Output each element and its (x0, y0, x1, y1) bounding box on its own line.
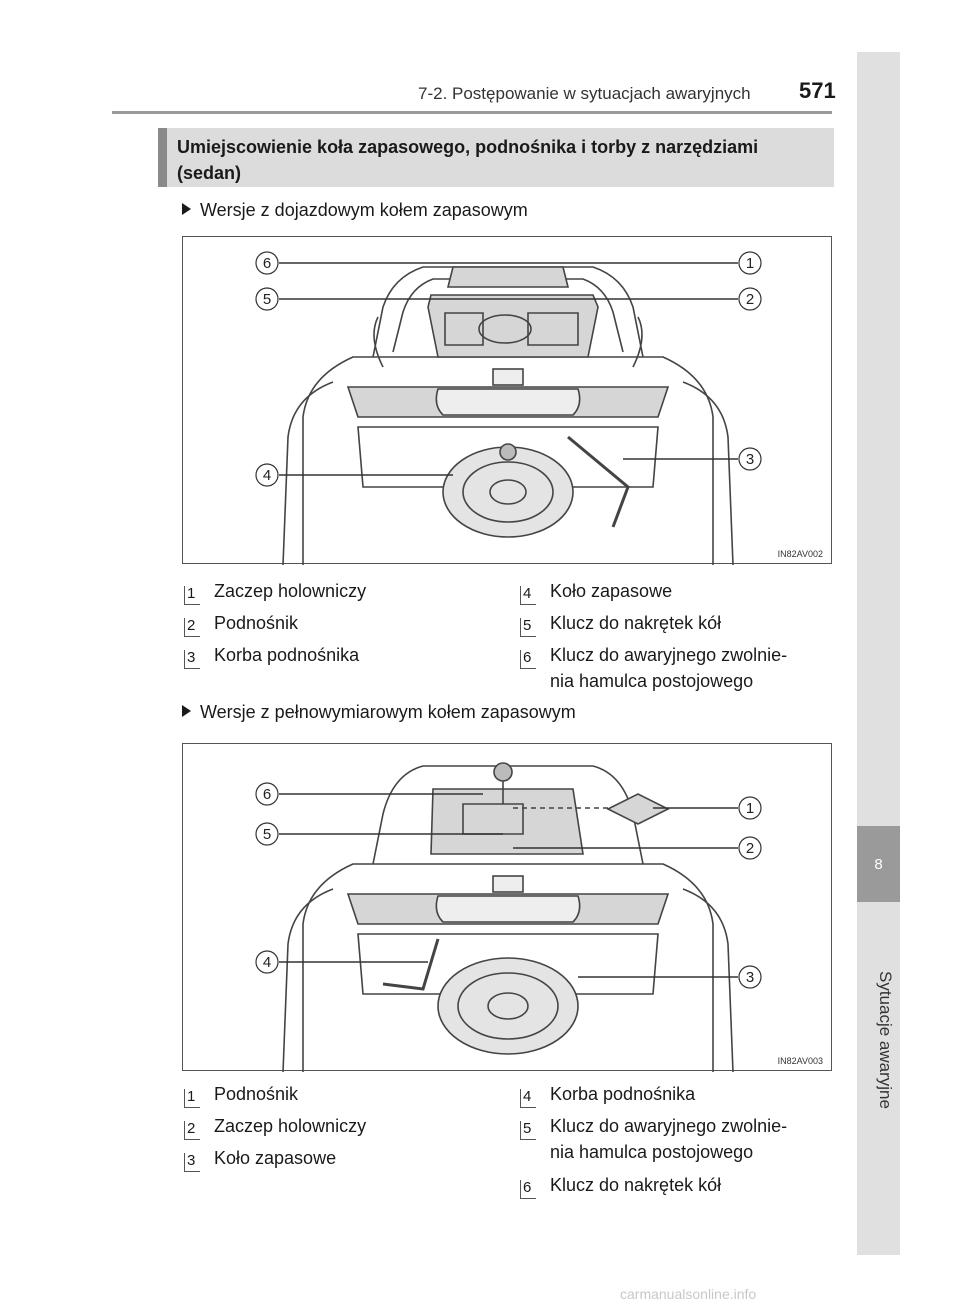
legend-item: 2 Zaczep holowniczy (184, 1113, 366, 1140)
legend-item: 3 Koło zapasowe (184, 1145, 336, 1172)
legend-item: 5 Klucz do nakrętek kół (520, 610, 721, 637)
legend-item: 6 Klucz do nakrętek kół (520, 1172, 721, 1199)
callout-5: 5 (262, 826, 272, 843)
variant1-heading (182, 200, 528, 221)
legend-item: 3 Korba podnośnika (184, 642, 359, 669)
figure-code: IN82AV002 (777, 549, 823, 559)
bullet-triangle-icon (182, 203, 191, 215)
chapter-header: 7-2. Postępowanie w sytuacjach awaryjnych (418, 84, 751, 103)
callout-1: 1 (745, 800, 755, 817)
callout-5: 5 (262, 291, 272, 308)
callout-2: 2 (745, 291, 755, 308)
legend-item: 1 Podnośnik (184, 1081, 298, 1108)
bullet-triangle-icon (182, 705, 191, 717)
variant2-heading-text: Wersje z pełnowymiarowym kołem zapasowym (200, 702, 576, 722)
callout-4: 4 (262, 467, 272, 484)
callout-2: 2 (745, 840, 755, 857)
section-title: Umiejscowienie koła zapasowego, podnośnika i torby z narzędziami (sedan) (158, 128, 834, 187)
legend-item: 5 Klucz do awaryjnego zwolnie- nia hamulca postojowego (520, 1113, 787, 1165)
legend-item: 4 Koło zapasowe (520, 578, 672, 605)
callout-6: 6 (262, 786, 272, 803)
legend-item: 1 Zaczep holowniczy (184, 578, 366, 605)
callout-3: 3 (745, 451, 755, 468)
variant2-heading (182, 702, 576, 723)
callout-4: 4 (262, 954, 272, 971)
figure-full-size-spare (182, 743, 832, 1071)
figure-compact-spare (182, 236, 832, 564)
callout-1: 1 (745, 255, 755, 272)
legend-item: 2 Podnośnik (184, 610, 298, 637)
legend-item: 6 Klucz do awaryjnego zwolnie- nia hamulca postojowego (520, 642, 787, 694)
page-number: 571 (799, 78, 836, 103)
footer-watermark: carmanualsonline.info (620, 1286, 757, 1302)
side-tab-chapter-number: 8 (857, 826, 900, 902)
trunk-illustration-2 (183, 744, 833, 1072)
callout-6: 6 (262, 255, 272, 272)
trunk-illustration-1 (183, 237, 833, 565)
variant1-heading-text: Wersje z dojazdowym kołem zapasowym (200, 200, 528, 220)
callout-3: 3 (745, 969, 755, 986)
figure-code: IN82AV003 (777, 1056, 823, 1066)
side-tab-label: Sytuacje awaryjne (876, 971, 895, 1109)
header-divider (112, 111, 832, 114)
legend-item: 4 Korba podnośnika (520, 1081, 695, 1108)
